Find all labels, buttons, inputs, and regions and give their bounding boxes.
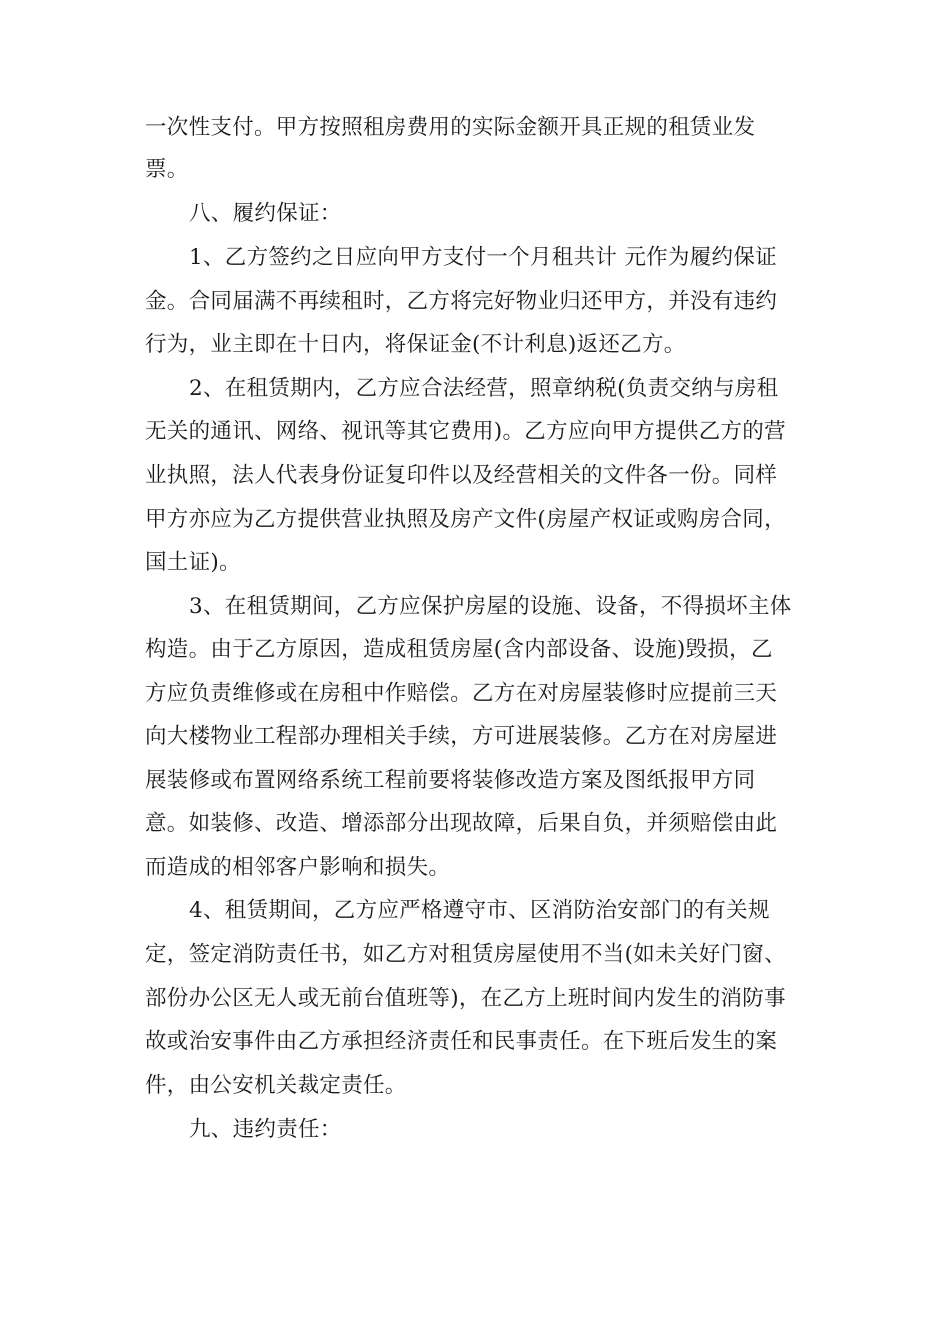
text-line: 无关的通讯、网络、视讯等其它费用)。乙方应向甲方提供乙方的营 [145,419,786,444]
text-line: 甲方亦应为乙方提供营业执照及房产文件(房屋产权证或购房合同， [145,507,786,532]
text-line: 行为，业主即在十日内，将保证金(不计利息)返还乙方。 [145,332,686,357]
text-line: 部份办公区无人或无前台值班等)，在乙方上班时间内发生的消防事 [145,986,786,1011]
text-line: 展装修或布置网络系统工程前要将装修改造方案及图纸报甲方同 [145,768,756,793]
text-line: 件，由公安机关裁定责任。 [145,1073,407,1098]
text-line: 国土证)。 [145,550,241,575]
text-line: 金。合同届满不再续租时，乙方将完好物业归还甲方，并没有违约 [145,289,778,314]
section-heading: 九、违约责任： [189,1117,342,1142]
text-line: 2、在租赁期内，乙方应合法经营，照章纳税(负责交纳与房租 [189,376,779,401]
text-line: 方应负责维修或在房租中作赔偿。乙方在对房屋装修时应提前三天 [145,681,778,706]
text-line: 而造成的相邻客户影响和损失。 [145,855,451,880]
text-line: 4、租赁期间，乙方应严格遵守市、区消防治安部门的有关规 [189,898,770,923]
text-line: 向大楼物业工程部办理相关手续，方可进展装修。乙方在对房屋进 [145,724,778,749]
text-line: 构造。由于乙方原因，造成租赁房屋(含内部设备、设施)毁损，乙 [145,637,773,662]
text-line: 1、乙方签约之日应向甲方支付一个月租共计 元作为履约保证 [189,245,777,270]
text-line: 定，签定消防责任书，如乙方对租赁房屋使用不当(如未关好门窗、 [145,942,786,967]
section-heading: 八、履约保证： [189,201,342,226]
text-line: 意。如装修、改造、增添部分出现故障，后果自负，并须赔偿由此 [145,811,778,836]
text-line: 故或治安事件由乙方承担经济责任和民事责任。在下班后发生的案 [145,1029,778,1054]
text-line: 3、在租赁期间，乙方应保护房屋的设施、设备，不得损坏主体 [189,594,792,619]
text-line: 票。 [145,157,189,182]
text-line: 一次性支付。甲方按照租房费用的实际金额开具正规的租赁业发 [145,115,756,140]
text-line: 业执照，法人代表身份证复印件以及经营相关的文件各一份。同样 [145,463,778,488]
